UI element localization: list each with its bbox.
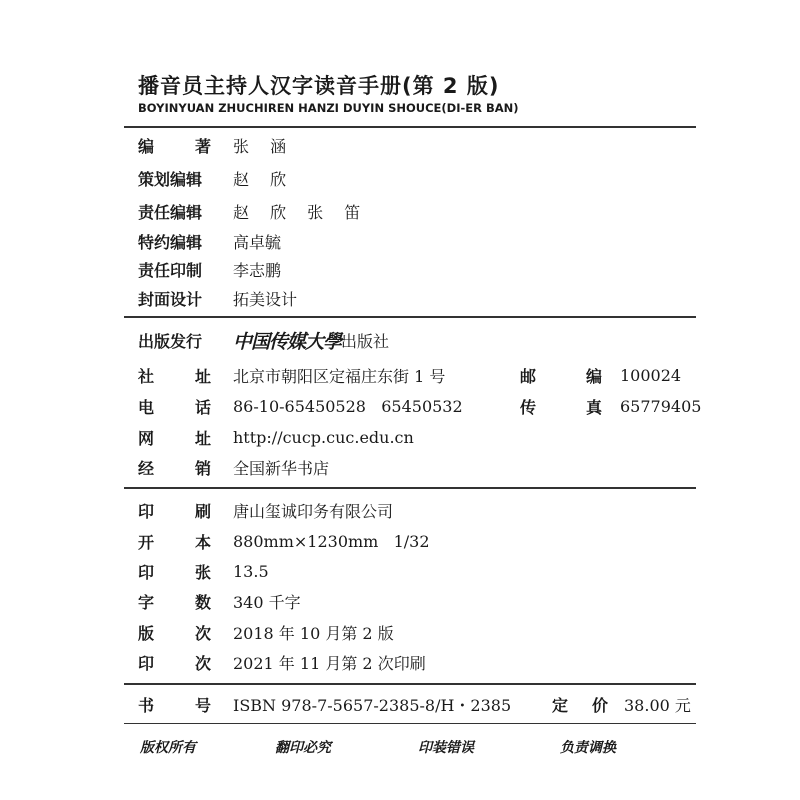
fax-label bbox=[520, 395, 602, 418]
footer-rights: 版权所有 bbox=[140, 740, 196, 756]
website-label bbox=[138, 426, 233, 449]
credit-row-print-resp bbox=[138, 254, 281, 284]
book-title: 播音员主持人汉字读音手册(第 2 版) bbox=[138, 74, 500, 98]
credit-row-editor bbox=[138, 196, 368, 226]
planning-label: 策划编辑 bbox=[138, 169, 203, 189]
printer-label bbox=[138, 499, 233, 522]
editor-label: 责任编辑 bbox=[138, 202, 203, 222]
publisher-label: 出版发行 bbox=[138, 331, 203, 351]
divider bbox=[124, 723, 696, 724]
label-char: 经 bbox=[138, 458, 155, 478]
distributor-row bbox=[138, 452, 329, 482]
print-resp-value: 李志鹏 bbox=[233, 260, 282, 280]
sheets-value: 13.5 bbox=[233, 561, 269, 581]
phone-label bbox=[138, 395, 233, 418]
divider bbox=[124, 487, 696, 489]
credit-row-special bbox=[138, 226, 281, 256]
website-row bbox=[138, 422, 414, 452]
label-char: 书 bbox=[138, 695, 155, 715]
website-link[interactable]: http://cucp.cuc.edu.cn bbox=[233, 427, 414, 447]
price-group bbox=[552, 689, 691, 719]
sheets-label bbox=[138, 560, 233, 583]
address-row bbox=[138, 360, 445, 390]
divider bbox=[124, 683, 696, 685]
credit-row-cover bbox=[138, 283, 297, 313]
special-editor-value: 高卓毓 bbox=[233, 232, 282, 252]
price-value: 38.00 元 bbox=[624, 695, 691, 715]
planning-value: 赵 欣 bbox=[233, 169, 295, 189]
book-title-pinyin: BOYINYUAN ZHUCHIREN HANZI DUYIN SHOUCE(DI-ER BAN) bbox=[138, 101, 519, 115]
label-char: 销 bbox=[194, 458, 211, 478]
label-char: 次 bbox=[194, 623, 211, 643]
format-value: 880mm×1230mm 1/32 bbox=[233, 531, 430, 551]
label-char: 版 bbox=[138, 623, 155, 643]
format-row bbox=[138, 526, 430, 556]
divider bbox=[124, 126, 696, 128]
footer-piracy: 翻印必究 bbox=[275, 740, 331, 756]
phone-value: 86-10-65450528 65450532 bbox=[233, 396, 463, 416]
label-char: 印 bbox=[138, 501, 155, 521]
label-char: 网 bbox=[138, 428, 155, 448]
distributor-value: 全国新华书店 bbox=[233, 458, 330, 478]
label-char: 真 bbox=[585, 397, 602, 417]
phone-row bbox=[138, 391, 463, 421]
printer-row bbox=[138, 495, 393, 525]
impression-value: 2021 年 11 月第 2 次印刷 bbox=[233, 653, 426, 673]
label-char: 数 bbox=[194, 592, 211, 612]
label-char: 编 bbox=[585, 366, 602, 386]
postcode-value: 100024 bbox=[620, 365, 682, 385]
printer-value: 唐山玺诚印务有限公司 bbox=[233, 501, 394, 521]
print-resp-label: 责任印制 bbox=[138, 260, 203, 280]
label-char: 著 bbox=[194, 136, 211, 156]
edition-row bbox=[138, 617, 394, 647]
divider bbox=[124, 316, 696, 318]
fax-group bbox=[520, 391, 701, 421]
words-label bbox=[138, 590, 233, 613]
address-label bbox=[138, 364, 233, 387]
format-label bbox=[138, 530, 233, 553]
label-char: 址 bbox=[194, 366, 211, 386]
footer-misprint: 印装错误 bbox=[418, 740, 474, 756]
edition-label bbox=[138, 621, 233, 644]
cover-value: 拓美设计 bbox=[233, 289, 298, 309]
postcode-group bbox=[520, 360, 681, 390]
label-char: 字 bbox=[138, 592, 155, 612]
label-char: 号 bbox=[194, 695, 211, 715]
isbn-label bbox=[138, 693, 233, 716]
words-row bbox=[138, 586, 301, 616]
label-char: 开 bbox=[138, 532, 155, 552]
impression-row bbox=[138, 647, 426, 677]
label-char: 址 bbox=[194, 428, 211, 448]
postcode-label bbox=[520, 364, 602, 387]
label-char: 电 bbox=[138, 397, 155, 417]
fax-value: 65779405 bbox=[620, 396, 702, 416]
edition-value: 2018 年 10 月第 2 版 bbox=[233, 623, 394, 643]
credit-row-planning bbox=[138, 163, 294, 193]
isbn-row bbox=[138, 689, 511, 719]
publisher-logo: 中国传媒大學 bbox=[233, 330, 342, 353]
isbn-value: ISBN 978-7-5657-2385-8/H・2385 bbox=[233, 695, 512, 715]
footer-exchange: 负责调换 bbox=[560, 740, 616, 756]
publisher-suffix: 出版社 bbox=[341, 331, 390, 351]
label-char: 印 bbox=[138, 653, 155, 673]
label-char: 邮 bbox=[520, 366, 537, 386]
special-editor-label: 特约编辑 bbox=[138, 232, 203, 252]
words-value: 340 千字 bbox=[233, 592, 301, 612]
address-value: 北京市朝阳区定福庄东街 1 号 bbox=[233, 366, 446, 386]
credit-row-author bbox=[138, 130, 294, 160]
label-char: 话 bbox=[194, 397, 211, 417]
cover-label: 封面设计 bbox=[138, 289, 203, 309]
editor-value: 赵 欣 张 笛 bbox=[233, 202, 369, 222]
label-char: 印 bbox=[138, 562, 155, 582]
label-char: 传 bbox=[520, 397, 537, 417]
impression-label bbox=[138, 651, 233, 674]
label-char: 编 bbox=[138, 136, 155, 156]
price-label bbox=[552, 693, 608, 716]
author-label bbox=[138, 134, 233, 157]
label-char: 张 bbox=[194, 562, 211, 582]
publisher-row bbox=[138, 325, 389, 355]
label-char: 价 bbox=[591, 695, 608, 715]
distributor-label bbox=[138, 456, 233, 479]
label-char: 社 bbox=[138, 366, 155, 386]
label-char: 刷 bbox=[194, 501, 211, 521]
sheets-row bbox=[138, 556, 269, 586]
label-char: 次 bbox=[194, 653, 211, 673]
label-char: 定 bbox=[552, 695, 569, 715]
author-value: 张 涵 bbox=[233, 136, 295, 156]
label-char: 本 bbox=[194, 532, 211, 552]
